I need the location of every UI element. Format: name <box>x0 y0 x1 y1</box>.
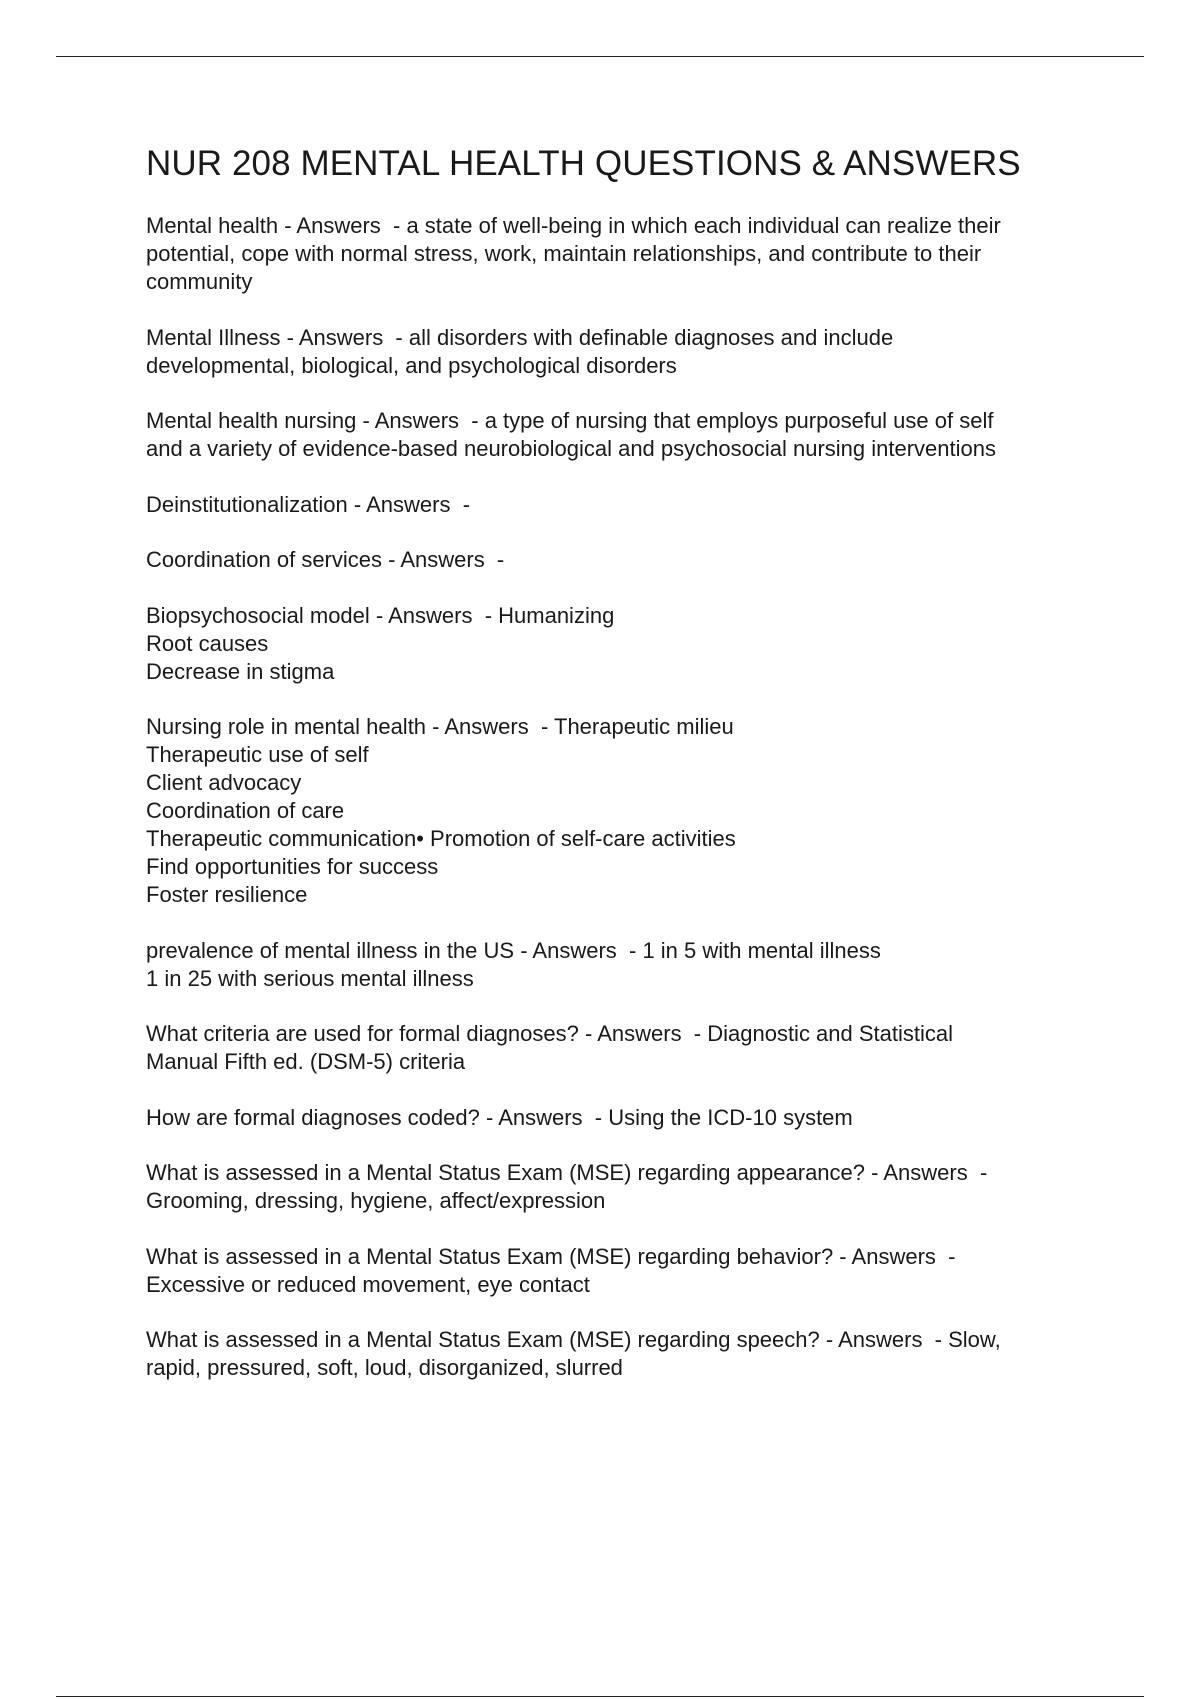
qa-entry <box>146 491 1096 519</box>
qa-line: Therapeutic use of self <box>146 742 369 767</box>
qa-line: Mental Illness - Answers - all disorders with definable diagnoses and include <box>146 324 894 350</box>
qa-entry <box>146 1243 1096 1299</box>
qa-entry <box>146 324 1096 380</box>
qa-line: Manual Fifth ed. (DSM-5) criteria <box>146 1049 466 1074</box>
qa-entry <box>146 1159 1096 1215</box>
qa-line: Mental health - Answers - a state of well-being in which each individual can realize their <box>146 213 1001 238</box>
qa-entry <box>146 1020 1096 1076</box>
qa-line: potential, cope with normal stress, work, maintain relationships, and contribute to their <box>146 241 982 266</box>
qa-line: rapid, pressured, soft, loud, disorganized, slurred <box>146 1355 623 1380</box>
qa-line: Root causes <box>146 630 269 656</box>
qa-line: Deinstitutionalization - Answers - <box>146 491 471 517</box>
qa-entry <box>146 546 1096 574</box>
qa-entry <box>146 407 1096 463</box>
bottom-divider <box>56 1696 1144 1697</box>
qa-entry <box>146 937 1096 993</box>
qa-line: 1 in 25 with serious mental illness <box>146 965 474 991</box>
qa-line: Coordination of services - Answers - <box>146 547 505 572</box>
qa-entry <box>146 1326 1096 1382</box>
qa-line: Find opportunities for success <box>146 854 439 879</box>
qa-line: and a variety of evidence-based neurobiological and psychosocial nursing interventions <box>146 436 996 461</box>
qa-line: Excessive or reduced movement, eye contact <box>146 1271 590 1297</box>
qa-line: What criteria are used for formal diagnoses? - Answers - Diagnostic and Statistical <box>146 1021 954 1046</box>
qa-entry <box>146 1104 1096 1132</box>
qa-line: Decrease in stigma <box>146 658 335 684</box>
qa-line: What is assessed in a Mental Status Exam (MSE) regarding behavior? - Answers - <box>146 1243 956 1269</box>
qa-line: Therapeutic communication• Promotion of self-care activities <box>146 826 736 851</box>
qa-line: Biopsychosocial model - Answers - Humanizing <box>146 602 615 628</box>
qa-line: Grooming, dressing, hygiene, affect/expression <box>146 1188 606 1213</box>
qa-entry <box>146 602 1096 686</box>
qa-line: Foster resilience <box>146 882 308 907</box>
qa-line: developmental, biological, and psychological disorders <box>146 352 677 378</box>
qa-line: community <box>146 269 253 294</box>
qa-line: How are formal diagnoses coded? - Answers - Using the ICD-10 system <box>146 1104 853 1130</box>
document-body <box>146 140 1096 1410</box>
qa-entry <box>146 212 1096 296</box>
document-title: NUR 208 MENTAL HEALTH QUESTIONS & ANSWERS <box>146 144 1021 183</box>
qa-entry <box>146 713 1096 909</box>
top-divider <box>56 56 1144 57</box>
qa-line: What is assessed in a Mental Status Exam (MSE) regarding appearance? - Answers - <box>146 1160 988 1185</box>
qa-line: Nursing role in mental health - Answers - Therapeutic milieu <box>146 714 734 739</box>
qa-line: Mental health nursing - Answers - a type of nursing that employs purposeful use of self <box>146 408 994 433</box>
qa-line: Client advocacy <box>146 770 302 795</box>
qa-line: prevalence of mental illness in the US - Answers - 1 in 5 with mental illness <box>146 937 881 963</box>
qa-line: What is assessed in a Mental Status Exam (MSE) regarding speech? - Answers - Slow, <box>146 1327 1001 1352</box>
qa-line: Coordination of care <box>146 798 345 823</box>
